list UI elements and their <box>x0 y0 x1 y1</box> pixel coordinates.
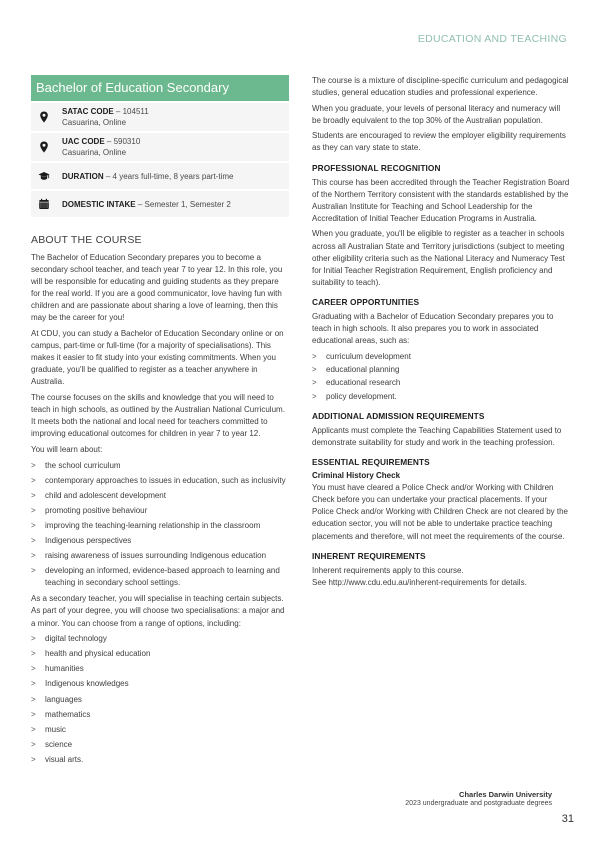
about-paragraph: The Bachelor of Education Secondary prepares you to become a secondary school teacher, and teach year 7 to year 12. In this role, you will be responsible for educating and guiding students as they prepare for the real world. If you are a good communicator, love having fun with children and are passionate about sharing a love of learning, then this may be the career for you! <box>31 253 283 323</box>
professional-recognition-heading: PROFESSIONAL RECOGNITION <box>312 162 441 173</box>
list-item: > the school curriculum <box>31 460 289 472</box>
running-head: EDUCATION AND TEACHING <box>417 33 567 45</box>
essential-heading: ESSENTIAL REQUIREMENTS <box>312 457 430 468</box>
info-row-satac: SATAC CODE – 104511 Casuarina, Online <box>31 103 289 131</box>
learn-intro: You will learn about: <box>31 444 103 454</box>
page-number: 31 <box>561 813 574 825</box>
list-item: > policy development. <box>312 391 570 403</box>
intro-paragraph: The course is a mixture of discipline-specific curriculum and pedagogical studies, general education studies and professional experience. <box>312 76 569 98</box>
course-info-box <box>31 75 289 217</box>
career-paragraph: Graduating with a Bachelor of Education Secondary prepares you to teach in high schools. It also prepares you to work in associated educational areas, such as: <box>312 311 554 346</box>
list-item: > educational planning <box>312 364 570 376</box>
list-item: > Indigenous perspectives <box>31 535 289 547</box>
footer-university: Charles Darwin University <box>459 790 552 799</box>
list-item: > educational research <box>312 377 570 389</box>
about-paragraph: The course focuses on the skills and knowledge that you will need to teach in high schools, as outlined by the Australian National Curriculum. It meets both the national and local need for teachers committed to improving educational outcomes for children in year 7 to year 12. <box>31 393 285 439</box>
list-item: > raising awareness of issues surrounding Indigenous education <box>31 550 289 562</box>
list-item: > mathematics <box>31 709 289 721</box>
right-column <box>312 75 570 592</box>
list-item: > curriculum development <box>312 351 570 363</box>
criminal-check-subheading: Criminal History Check <box>312 471 401 481</box>
list-item: > promoting positive behaviour <box>31 505 289 517</box>
about-paragraph: At CDU, you can study a Bachelor of Education Secondary online or on campus, part-time or full-time (for a majority of specialisations). This makes it easier to fit study into your existing commitments. When you graduate, you'll be qualified to register as a teacher anywhere in Australia. <box>31 329 284 387</box>
graduation-cap-icon <box>37 169 51 183</box>
list-item: > science <box>31 739 289 751</box>
inherent-paragraph: Inherent requirements apply to this course. See http://www.cdu.edu.au/inherent-requirements for details. <box>312 565 527 587</box>
footer <box>405 790 552 808</box>
essential-paragraph: You must have cleared a Police Check and/or Working with Children Check before you can undertake your practical placements. If your Police Check and/or Working with Children Check are not cleared by the education sector, you will not be able to undertake practice teaching placements and therefore, will not meet the requirements of the course. <box>312 483 568 541</box>
info-row-intake: DOMESTIC INTAKE – Semester 1, Semester 2 <box>31 191 289 217</box>
list-item: > developing an informed, evidence-based approach to learning and teaching in secondary school settings. <box>31 565 289 589</box>
list-item: > visual arts. <box>31 754 289 766</box>
satac-label: SATAC CODE <box>62 107 114 116</box>
learn-list <box>31 460 289 590</box>
calendar-icon <box>37 197 51 211</box>
uac-location: Casuarina, Online <box>62 148 127 157</box>
list-item: > Indigenous knowledges <box>31 678 289 690</box>
satac-code: 104511 <box>122 107 149 116</box>
uac-label: UAC CODE <box>62 137 105 146</box>
uac-code: 590310 <box>113 137 141 146</box>
left-column <box>31 75 289 770</box>
intro-paragraph: Students are encouraged to review the employer eligibility requirements as they can vary state to state. <box>312 131 566 153</box>
recognition-paragraph: When you graduate, you'll be eligible to register as a teacher in schools across all Australian State and Territory jurisdictions (subject to meeting other eligibility criteria such as the National Literacy and Numeracy Test for Initial Teacher Registration Requirement, English proficiency and suitability to teach). <box>312 229 565 287</box>
recognition-paragraph: This course has been accredited through the Teacher Registration Board of the Northern Territory consistent with the standards established by the Australian Institute for Teaching and School Leadership for the Accreditation of Initial Teacher Education Programs in Australia. <box>312 177 570 223</box>
duration-value: 4 years full-time, 8 years part-time <box>112 171 234 181</box>
footer-subtitle: 2023 undergraduate and postgraduate degrees <box>405 800 552 807</box>
intake-value: Semester 1, Semester 2 <box>144 199 231 209</box>
career-heading: CAREER OPPORTUNITIES <box>312 296 420 307</box>
career-list <box>312 351 570 403</box>
list-item: > digital technology <box>31 633 289 645</box>
list-item: > health and physical education <box>31 648 289 660</box>
location-pin-icon <box>37 140 51 154</box>
about-heading: ABOUT THE COURSE <box>31 234 142 246</box>
course-title: Bachelor of Education Secondary <box>31 75 289 101</box>
admission-paragraph: Applicants must complete the Teaching Capabilities Statement used to demonstrate suitability for study and work in the teaching profession. <box>312 425 562 448</box>
specialise-paragraph: As a secondary teacher, you will specialise in teaching certain subjects. As part of your degree, you will choose two specialisations: a major and a minor. You can choose from a range of options, including: <box>31 594 285 628</box>
specialisation-list <box>31 633 289 766</box>
satac-location: Casuarina, Online <box>62 118 127 127</box>
list-item: > music <box>31 724 289 736</box>
list-item: > humanities <box>31 663 289 675</box>
inherent-heading: INHERENT REQUIREMENTS <box>312 550 426 561</box>
info-row-duration: DURATION – 4 years full-time, 8 years part-time <box>31 163 289 189</box>
location-pin-icon <box>37 110 51 124</box>
intake-label: DOMESTIC INTAKE <box>62 199 136 209</box>
admission-heading: ADDITIONAL ADMISSION REQUIREMENTS <box>312 410 485 421</box>
list-item: > child and adolescent development <box>31 490 289 502</box>
intro-paragraph: When you graduate, your levels of personal literacy and numeracy will be broadly equivalent to the top 30% of the Australian population. <box>312 103 561 125</box>
duration-label: DURATION <box>62 171 104 181</box>
inherent-requirements-link[interactable]: http://www.cdu.edu.au/inherent-requirements <box>328 577 488 587</box>
info-row-uac: UAC CODE – 590310 Casuarina, Online <box>31 133 289 161</box>
list-item: > improving the teaching-learning relationship in the classroom <box>31 520 289 532</box>
list-item: > languages <box>31 694 289 706</box>
list-item: > contemporary approaches to issues in education, such as inclusivity <box>31 475 289 487</box>
